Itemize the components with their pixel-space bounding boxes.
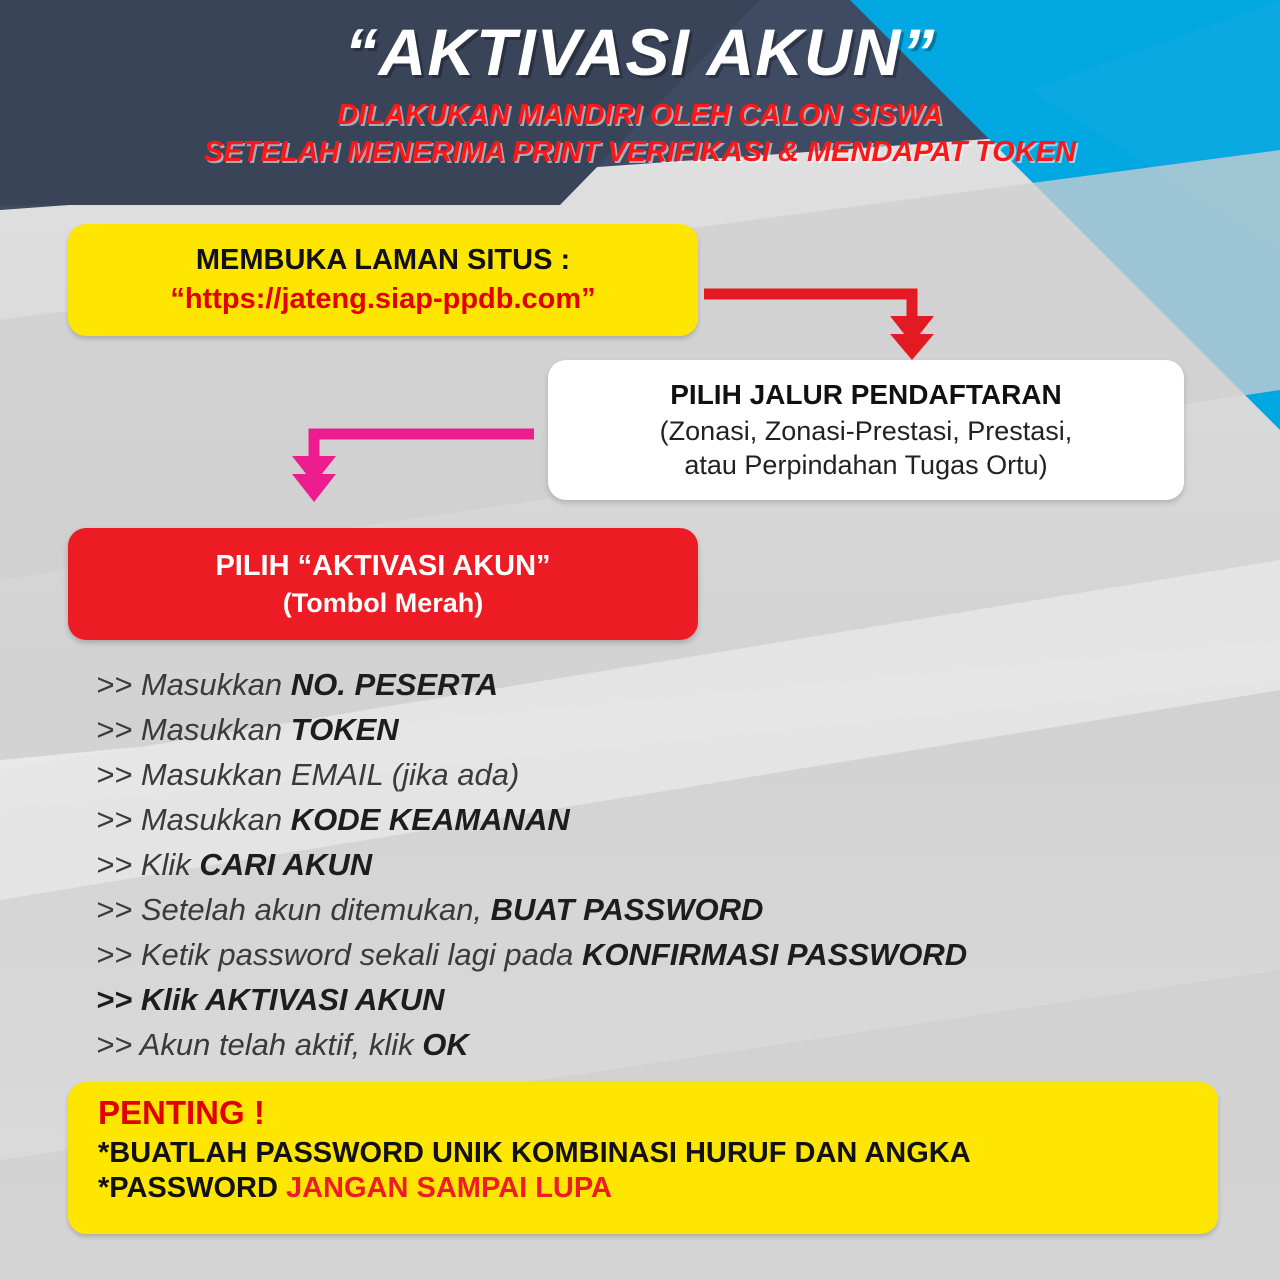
poster-subtitle: [0, 97, 1280, 171]
instruction-emphasis: TOKEN: [290, 712, 399, 747]
instruction-emphasis: CARI AKUN: [199, 847, 373, 882]
instruction-text: >> Masukkan: [96, 712, 291, 747]
instruction-item: [96, 797, 1236, 842]
instruction-item: [96, 707, 1236, 752]
step-jalur-title: PILIH JALUR PENDAFTARAN: [670, 379, 1062, 410]
instruction-emphasis: KONFIRMASI PASSWORD: [581, 937, 968, 972]
instruction-text: >> Setelah akun ditemukan,: [96, 892, 491, 927]
step-jalur-options-1: (Zonasi, Zonasi-Prestasi, Prestasi,: [659, 416, 1073, 446]
step-website-url: “https://jateng.siap-ppdb.com”: [170, 283, 596, 315]
important-note-box: [68, 1082, 1218, 1234]
instruction-list: [96, 662, 1236, 1067]
step-website-box: [68, 224, 698, 336]
subtitle-line-1: DILAKUKAN MANDIRI OLEH CALON SISWA: [337, 99, 943, 132]
step-jalur-options-2: atau Perpindahan Tugas Ortu): [684, 450, 1048, 480]
instruction-text: >> Klik AKTIVASI AKUN: [96, 982, 445, 1017]
step-jalur-box: [548, 360, 1184, 500]
instruction-item: [96, 932, 1236, 977]
instruction-text: >> Klik: [96, 847, 200, 882]
instruction-text: >> Akun telah aktif, klik: [96, 1027, 423, 1062]
step-aktivasi-subtitle: (Tombol Merah): [282, 587, 484, 618]
instruction-emphasis: NO. PESERTA: [290, 667, 499, 702]
instruction-item: [96, 752, 1236, 797]
instruction-emphasis: OK: [422, 1027, 469, 1062]
step-aktivasi-title: PILIH “AKTIVASI AKUN”: [215, 549, 551, 582]
instruction-text: >> Ketik password sekali lagi pada: [96, 937, 582, 972]
instruction-item: [96, 662, 1236, 707]
arrow-pink-icon: [276, 416, 538, 512]
arrow-red-icon: [700, 272, 950, 362]
instruction-emphasis: BUAT PASSWORD: [490, 892, 764, 927]
subtitle-line-2: SETELAH MENERIMA PRINT VERIFIKASI & MENDAPAT TOKEN: [203, 136, 1077, 169]
instruction-item: [96, 887, 1236, 932]
instruction-item: [96, 1022, 1236, 1067]
step-aktivasi-box: [68, 528, 698, 640]
instruction-item: [96, 842, 1236, 887]
instruction-text: >> Masukkan EMAIL (jika ada): [96, 757, 520, 792]
instruction-text: >> Masukkan: [96, 667, 291, 702]
important-line-1: *BUATLAH PASSWORD UNIK KOMBINASI HURUF DAN ANGKA: [98, 1137, 971, 1169]
important-line-2-emphasis: JANGAN SAMPAI LUPA: [285, 1172, 612, 1205]
step-website-label: MEMBUKA LAMAN SITUS :: [195, 244, 571, 276]
page-title: “AKTIVASI AKUN”: [344, 15, 936, 89]
poster-header: [0, 15, 1280, 172]
instruction-emphasis: KODE KEAMANAN: [290, 802, 570, 837]
important-line-2-prefix: *PASSWORD: [98, 1172, 286, 1205]
instruction-item: [96, 977, 1236, 1022]
important-line-2: [98, 1171, 1192, 1206]
instruction-text: >> Masukkan: [96, 802, 291, 837]
important-heading: PENTING !: [98, 1094, 265, 1131]
